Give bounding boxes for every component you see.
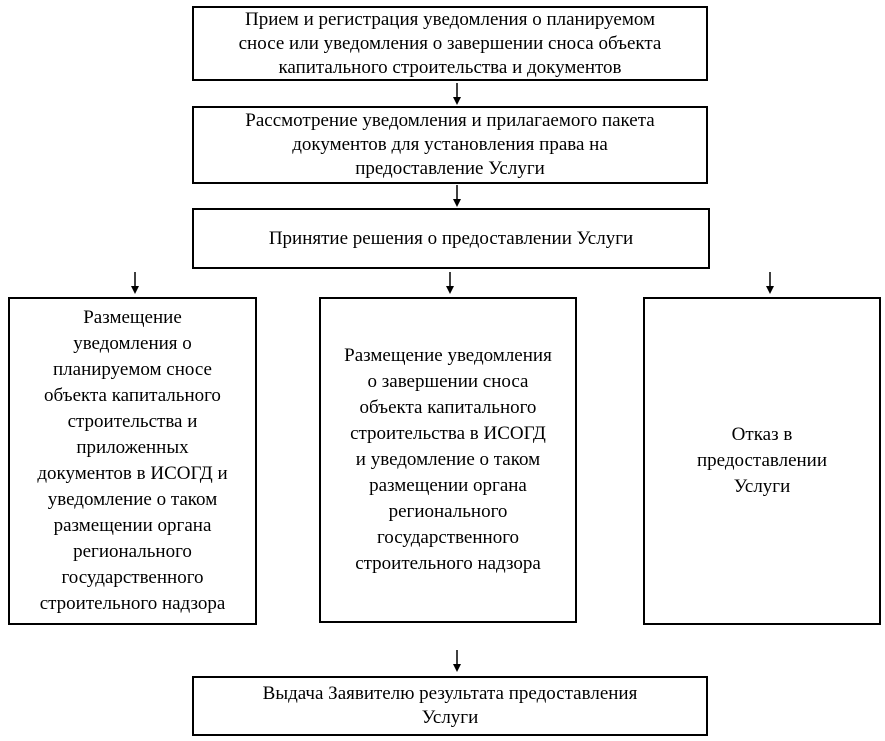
flow-box-planned-demolition-placement [8,297,257,625]
flow-box-result-issuance-label: Выдача Заявителю результата предоставления Услуги [262,683,638,728]
flow-box-review-documents-label: Рассмотрение уведомления и прилагаемого пакета документов для установления права на предоставление Услуги [245,110,655,179]
flow-box-review-documents [192,106,708,184]
arrow-down-icon [443,272,457,294]
flow-box-completed-demolition-placement [319,297,577,623]
flow-box-service-refusal [643,297,881,625]
arrow-down-icon [450,185,464,207]
flow-box-decision-label: Принятие решения о предоставлении Услуги [268,227,634,249]
arrow-down-icon [763,272,777,294]
flow-box-result-issuance [192,676,708,736]
flow-box-receive-registration [192,6,708,81]
flow-box-receive-registration-label: Прием и регистрация уведомления о планируемом сносе или уведомления о завершении сноса объекта капитального строительства и документов [238,8,662,78]
arrow-down-icon [128,272,142,294]
arrow-down-icon [450,650,464,672]
arrow-down-icon [450,83,464,105]
flow-box-completed-demolition-placement-label: Размещение уведомления о завершении сноса объекта капитального строительства в ИСОГД и уведомление о таком размещении органа регионального государственного строительного надзора [344,345,552,574]
flow-box-service-refusal-label: Отказ в предоставлении Услуги [696,424,828,497]
flow-box-planned-demolition-placement-label: Размещение уведомления о планируемом сносе объекта капитального строительства и приложенных документов в ИСОГД и уведомление о таком размещении органа регионального государственного строительного надзора [37,307,228,614]
flow-box-decision [192,208,710,269]
